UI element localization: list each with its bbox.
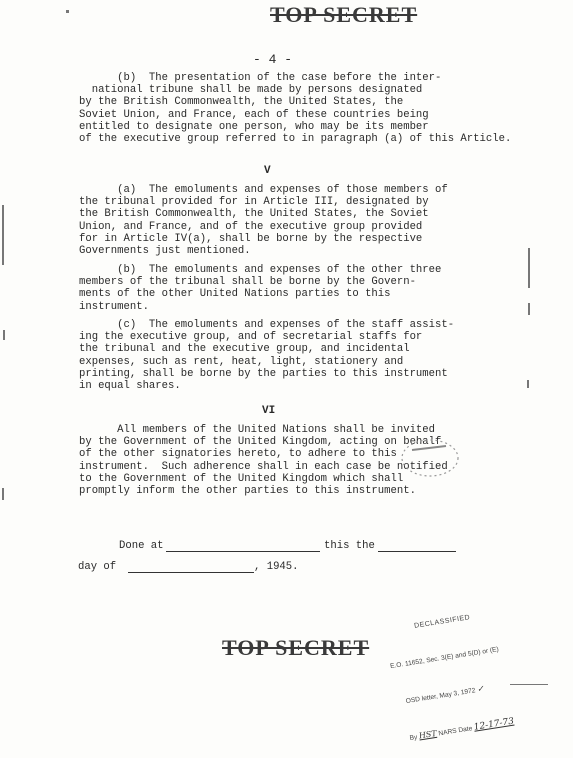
text-line: Union, and France, and of the executive group provided [79, 220, 423, 233]
declassified-by-line [409, 716, 515, 745]
paragraph-v-b [79, 264, 441, 313]
text-line: printing, shall be borne by the parties to this instrument [79, 367, 448, 380]
text-line: of the other signatories hereto, to adhere to this [79, 448, 397, 461]
paragraph-v-a [79, 184, 448, 257]
text-line: to the Government of the United Kingdom which shall [79, 472, 404, 485]
text-line: by the Government of the United Kingdom, acting on behalf [79, 436, 442, 449]
osd-letter-text: OSD letter, May 3, 1972 [405, 687, 476, 706]
seal-mark [398, 436, 462, 480]
text-line: the British Commonwealth, the United States, the Soviet [79, 208, 429, 221]
section-heading-v: V [264, 165, 271, 177]
paragraph-v-c [79, 319, 454, 392]
text-line: promptly inform the other parties to this instrument. [79, 485, 416, 498]
text-line: Governments just mentioned. [79, 245, 251, 258]
margin-mark [3, 330, 5, 340]
margin-mark [527, 380, 529, 388]
section-heading-vi: VI [262, 405, 276, 417]
top-secret-stamp-top: TOP SECRET [270, 2, 418, 27]
margin-mark [528, 248, 530, 288]
text-line: (a) The emoluments and expenses of those members of [79, 184, 448, 196]
month-blank-line [128, 572, 254, 573]
text-line: the tribunal provided for in Article III, designated by [79, 196, 429, 209]
declassified-osd-letter [405, 679, 509, 708]
paragraph-iv-b [79, 72, 511, 145]
declassified-stamp [380, 584, 517, 758]
handwritten-initial: ✓ [476, 683, 485, 694]
text-line: All members of the United Nations shall be invited [79, 424, 436, 436]
text-line: ing the executive group, and of secretarial staffs for [79, 331, 423, 344]
text-line: (b) The emoluments and expenses of the other three [79, 264, 442, 276]
by-label: By [409, 733, 418, 742]
text-line: instrument. Such adherence shall in each case be notified [79, 460, 448, 473]
text-line: (b) The presentation of the case before the inter- [79, 72, 442, 84]
text-line: (c) The emoluments and expenses of the staff assist- [79, 319, 455, 331]
text-line: the tribunal and the executive group, and incidental [79, 343, 410, 356]
text-line: in equal shares. [79, 380, 181, 393]
reviewer-handwriting: HST [418, 728, 438, 741]
text-line: national tribune shall be made by persons designated [79, 84, 423, 97]
day-of-label: day of [78, 561, 117, 573]
declassified-authority: E.O. 11652, Sec. 3(E) and 5(D) or (E) [389, 646, 500, 671]
margin-mark [528, 303, 530, 315]
margin-mark [66, 10, 69, 13]
day-blank-line [378, 551, 456, 552]
margin-mark [2, 205, 4, 265]
text-line: Soviet Union, and France, each of these countries being [79, 108, 429, 121]
text-line: by the British Commonwealth, the United States, the [79, 96, 404, 109]
text-line: members of the tribunal shall be borne by the Govern- [79, 276, 416, 289]
text-line: instrument. [79, 300, 149, 313]
top-secret-stamp-bottom: TOP SECRET [222, 635, 370, 660]
text-line: for in Article IV(a), shall be borne by the respective [79, 232, 423, 245]
nars-date-label: NARS Date [438, 725, 473, 738]
page-number: - 4 - [253, 52, 293, 67]
text-line: expenses, such as rent, heat, light, stationery and [79, 355, 404, 368]
this-the-label: this the [324, 540, 375, 552]
text-line: entitled to designate one person, who may be its member [79, 120, 429, 133]
declassified-title: DECLASSIFIED [413, 614, 471, 630]
text-line: ments of the other United Nations parties to this [79, 288, 391, 301]
done-at-label: Done at [119, 540, 164, 552]
text-line: of the executive group referred to in paragraph (a) of this Article. [79, 133, 512, 146]
margin-mark [2, 488, 4, 500]
year-label: , 1945. [254, 561, 299, 573]
paragraph-vi [79, 424, 448, 497]
place-blank-line [166, 551, 320, 552]
date-handwriting: 12-17-73 [473, 716, 515, 733]
margin-mark [510, 684, 548, 685]
